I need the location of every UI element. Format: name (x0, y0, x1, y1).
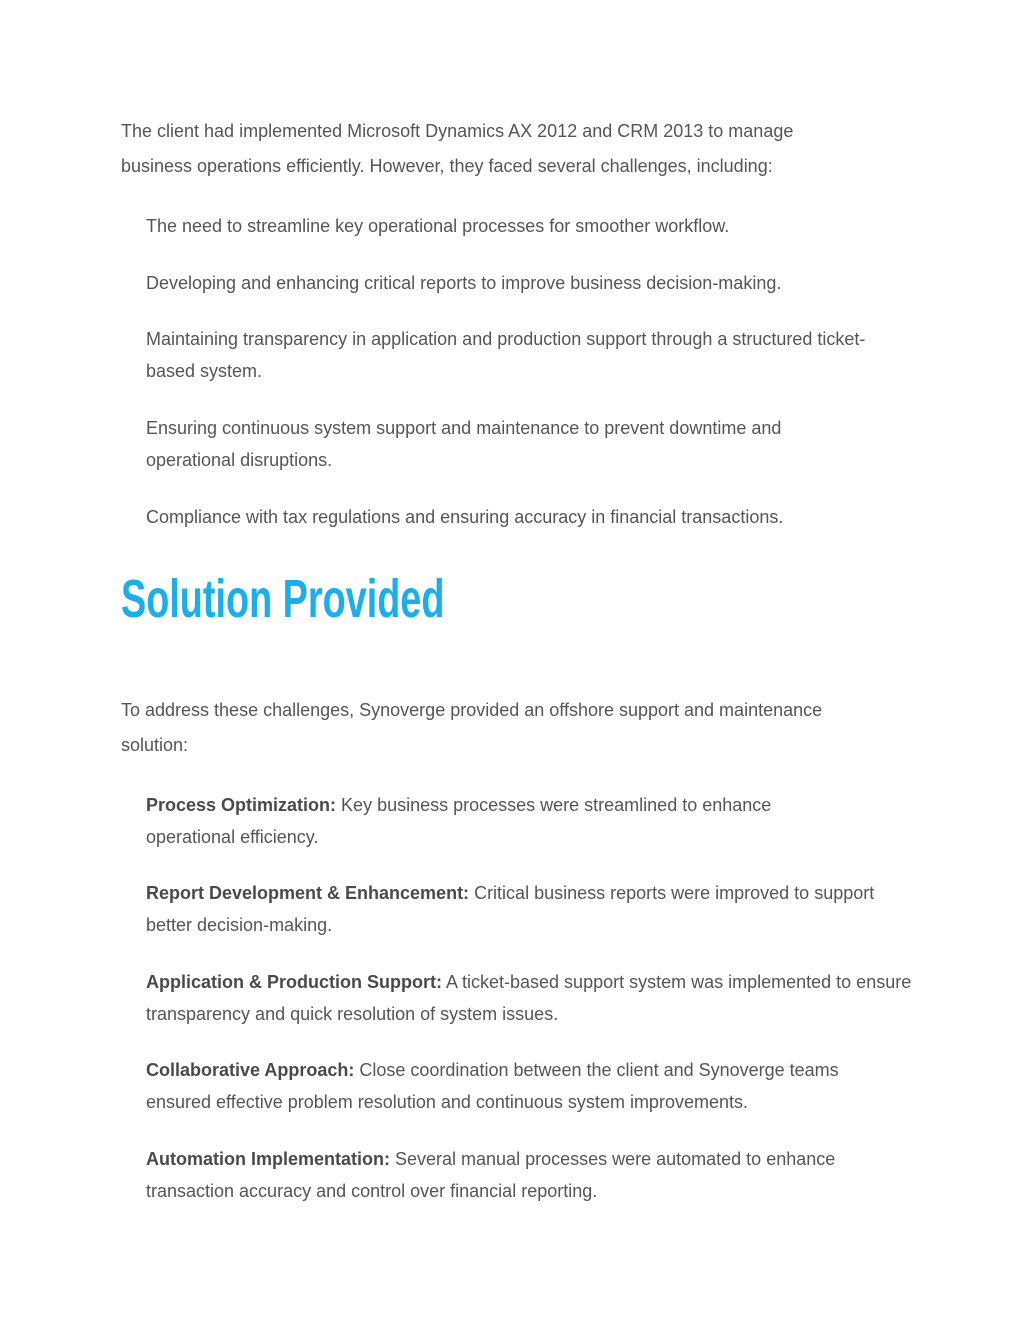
challenge-item: Maintaining transparency in application and production support through a structured ticket-based system. (146, 329, 866, 381)
solution-item (146, 877, 876, 941)
challenge-item: Ensuring continuous system support and maintenance to prevent downtime and operational disruptions. (146, 418, 782, 470)
solution-item-title: Report Development & Enhancement: (146, 883, 470, 903)
challenge-item: The need to streamline key operational processes for smoother workflow. (146, 216, 730, 236)
solution-item-text: Key business processes were streamlined to enhance operational efficiency. (146, 795, 772, 847)
solution-heading: Solution Provided (121, 569, 445, 629)
solution-item-title: Automation Implementation: (146, 1149, 390, 1169)
solution-item-text: Critical business reports were improved to support better decision-making. (146, 883, 875, 935)
solution-item (146, 1054, 906, 1118)
solution-item-text: A ticket-based support system was implemented to ensure transparency and quick resolution of system issues. (146, 972, 912, 1024)
challenge-item: Compliance with tax regulations and ensuring accuracy in financial transactions. (146, 507, 784, 527)
intro-paragraph: The client had implemented Microsoft Dynamics AX 2012 and CRM 2013 to manage business operations efficiently. However, they faced several challenges, including: (121, 121, 794, 176)
solution-item-title: Process Optimization: (146, 795, 337, 815)
solution-item-text: Several manual processes were automated to enhance transaction accuracy and control over financial reporting. (146, 1149, 836, 1201)
challenge-item: Developing and enhancing critical reports to improve business decision-making. (146, 273, 782, 293)
solution-item-title: Collaborative Approach: (146, 1060, 355, 1080)
solution-item-text: Close coordination between the client and Synoverge teams ensured effective problem resolution and continuous system improvements. (146, 1060, 839, 1112)
solution-item-title: Application & Production Support: (146, 972, 442, 992)
solution-item (146, 789, 836, 853)
solution-item (146, 966, 916, 1030)
solution-item (146, 1143, 896, 1207)
solution-intro: To address these challenges, Synoverge provided an offshore support and maintenance solution: (121, 700, 823, 755)
